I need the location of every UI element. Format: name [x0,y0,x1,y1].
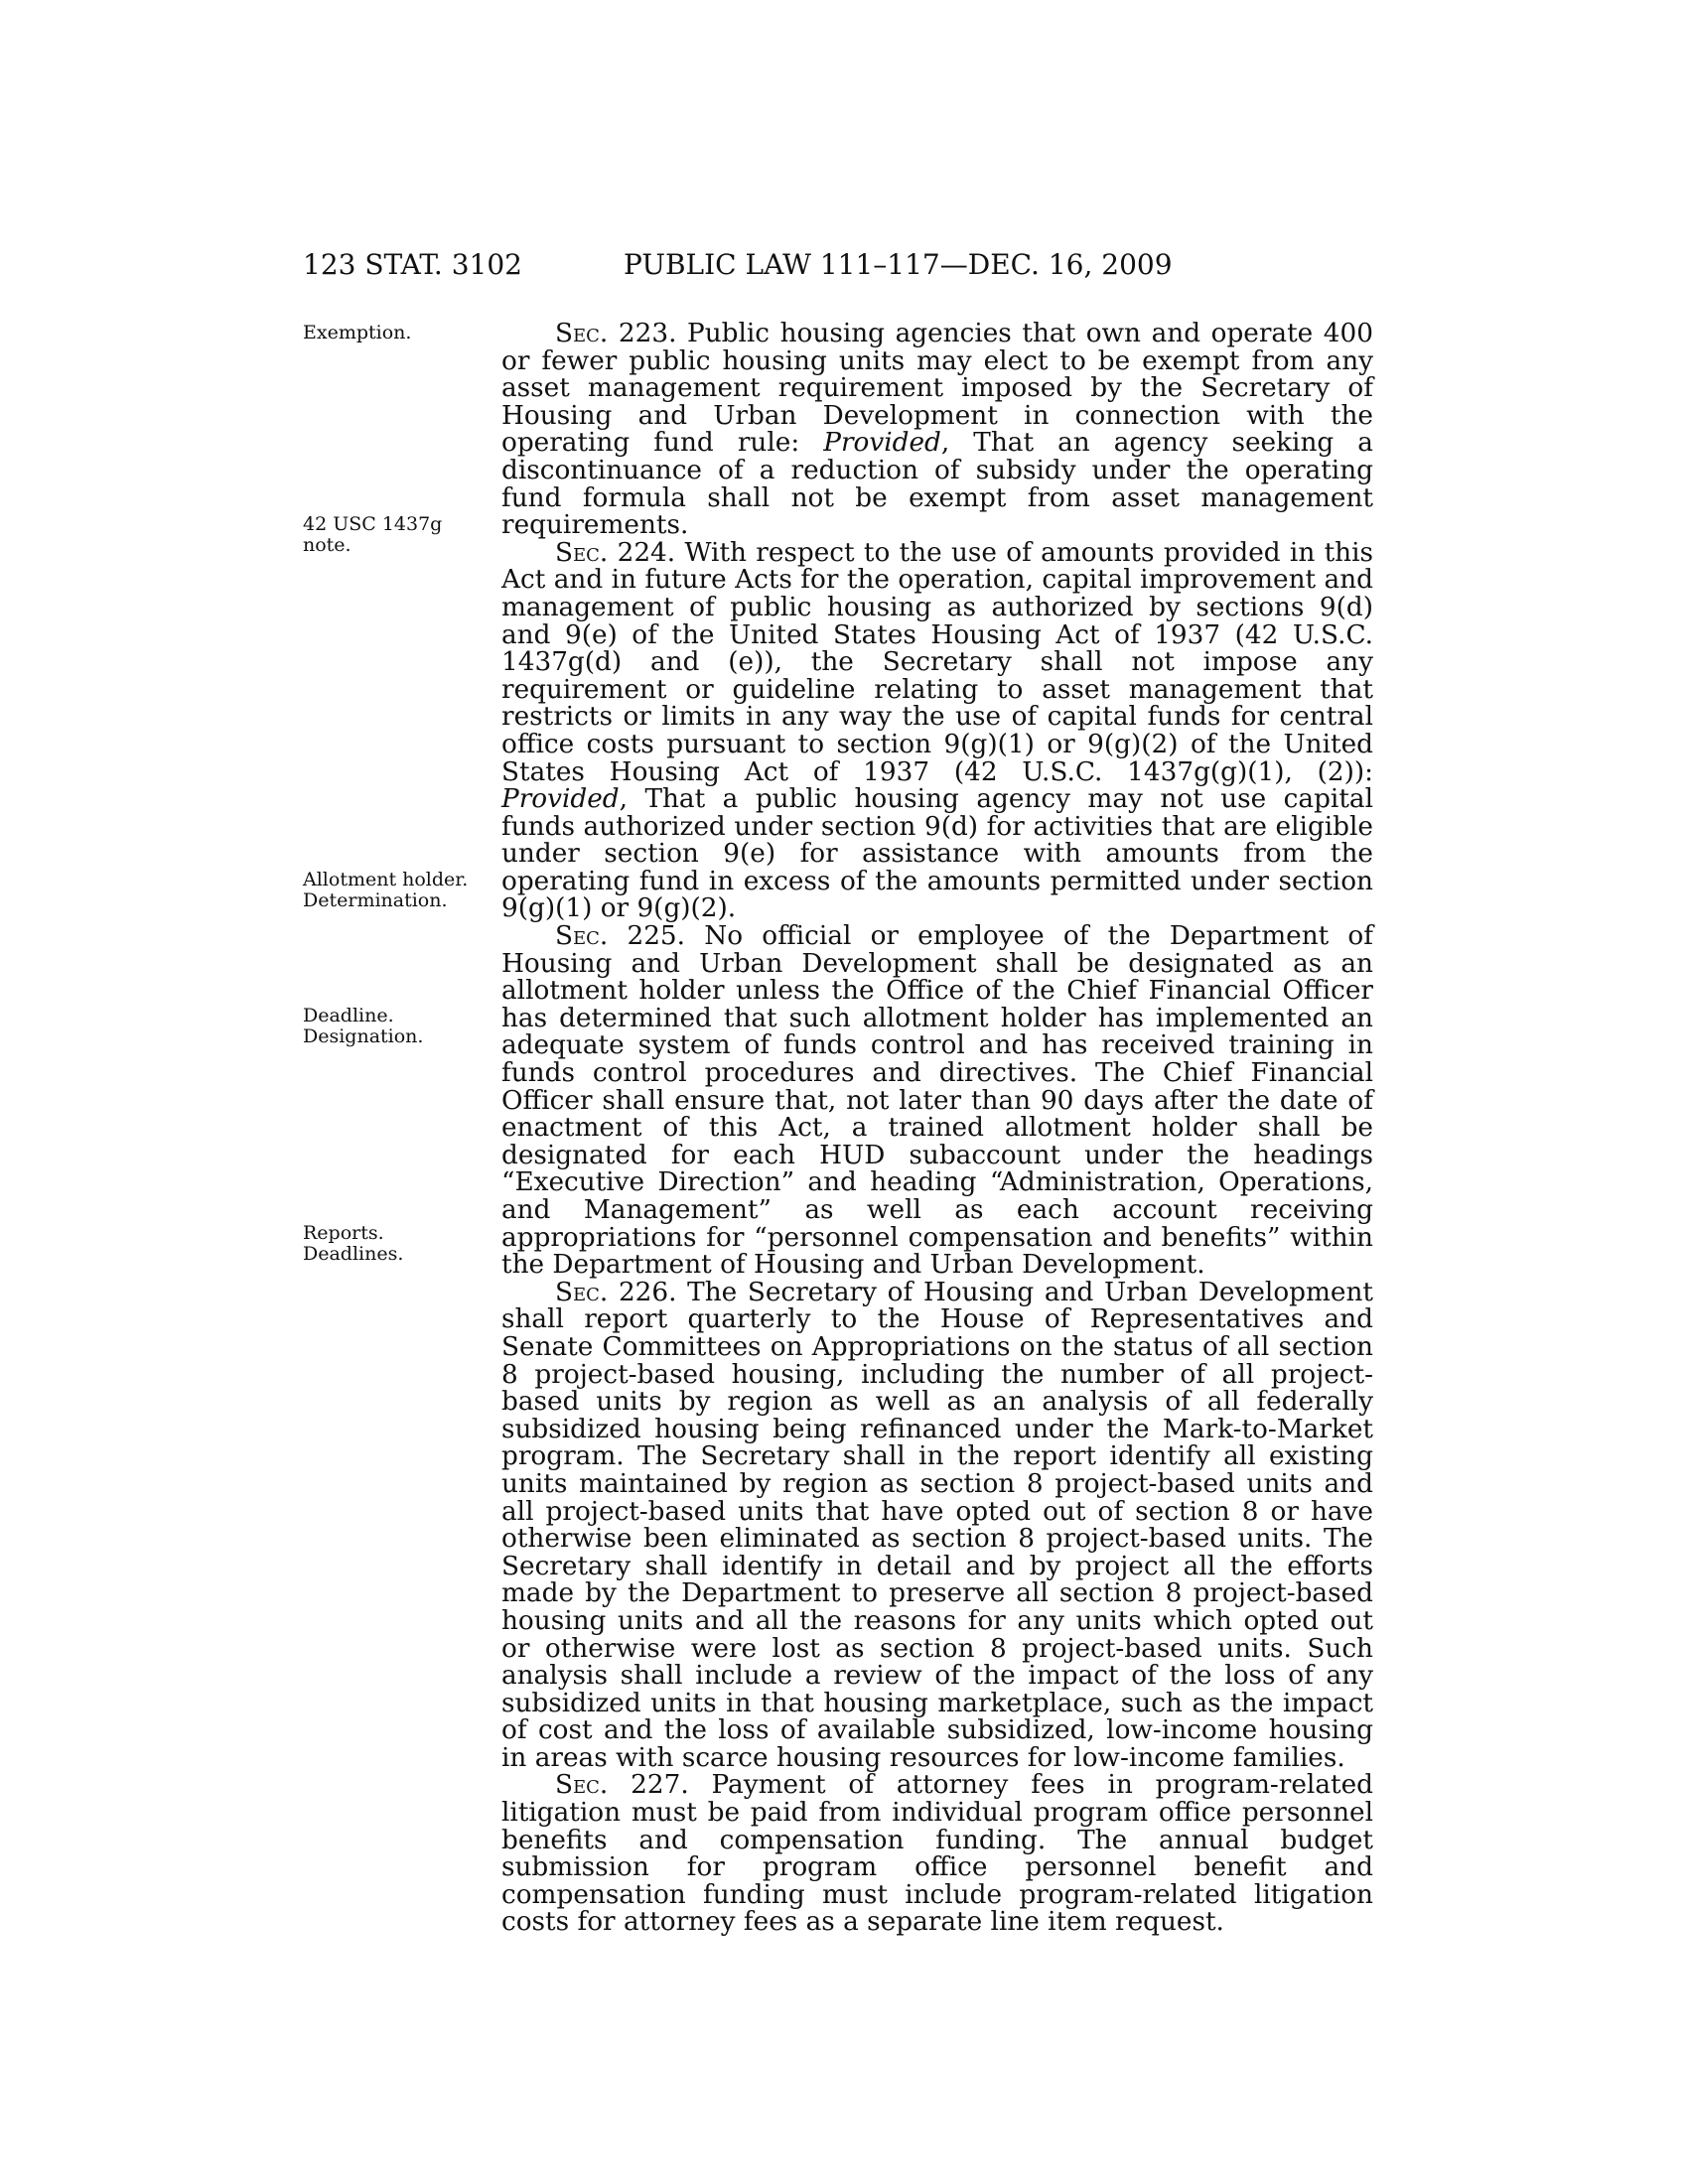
provided-term: Provided [823,428,941,459]
margin-note-reports: Reports. Deadlines. [303,1222,404,1265]
section-label: Sec. 226. [555,1277,677,1307]
section-label: Sec. 225. [555,921,686,952]
margin-note-usc: 42 USC 1437g note. [303,513,443,556]
margin-note-allotment: Allotment holder. Determination. [303,869,469,911]
section-225: Sec. 225. No official or employee of the Department of Housing and Urban Development shall be designated as an allotment holder unless the Office of the Chief Financial Officer has determined that such allotment holder has implemented an adequate system of funds control and has received training in funds control procedures and directives. The Chief Financial Officer shall ensure that, not later than 90 days after the date of enactment of this Act, a trained allotment holder shall be designated for each HUD subaccount under the headings “Executive Direction” and heading “Administration, Operations, and Management” as well as each account receiving appropriations for “personnel compensation and benefits” within the Department of Housing and Urban Development. [501,921,1373,1281]
provided-term: Provided [501,784,620,815]
margin-note-exemption: Exemption. [303,322,412,343]
running-header [303,248,1375,288]
statute-reference: 123 STAT. 3102 [303,248,522,281]
section-223: Sec. 223. Public housing agencies that own and operate 400 or fewer public housing units may elect to be exempt from any asset management requirement imposed by the Secretary of Housing and Urban Development in connection with the operating fund rule: Provided, That an agency seeking a discontinuance of a reduction of subsidy under the operating fund formula shall not be exempt from asset management requirements. [501,319,1374,541]
main-text [501,321,1373,1937]
section-226: Sec. 226. The Secretary of Housing and Urban Development shall report quarterly to the House of Representatives and Senate Committees on Appropriations on the status of all section 8 project-based housing, including the number of all project-based units by region as well as an analysis of all federally subsidized housing being refinanced under the Mark-to-Market program. The Secretary shall in the report identify all existing units maintained by region as section 8 project-based units and all project-based units that have opted out of section 8 or have otherwise been eliminated as section 8 project-based units. The Secretary shall identify in detail and by project all the efforts made by the Department to preserve all section 8 project-based housing units and all the reasons for any units which opted out or otherwise were lost as section 8 project-based units. Such analysis shall include a review of the impact of the loss of any subsidized units in that housing marketplace, such as the impact of cost and the loss of available subsidized, low-income housing in areas with scarce housing resources for low-income families. [501,1277,1373,1773]
margin-note-deadline: Deadline. Designation. [303,1005,424,1047]
public-law-reference: PUBLIC LAW 111–117—DEC. 16, 2009 [624,248,1173,281]
section-227: Sec. 227. Payment of attorney fees in program-related litigation must be paid from individual program office personnel benefits and compensation funding. The annual budget submission for program office personnel benefit and compensation funding must include program-related litigation costs for attorney fees as a separate line item request. [501,1770,1373,1938]
section-224: Sec. 224. With respect to the use of amounts provided in this Act and in future Acts for the operation, capital improvement and management of public housing as authorized by sections 9(d) and 9(e) of the United States Housing Act of 1937 (42 U.S.C. 1437g(d) and (e)), the Secretary shall not impose any requirement or guideline relating to asset management that restricts or limits in any way the use of capital funds for central office costs pursuant to section 9(g)(1) or 9(g)(2) of the United States Housing Act of 1937 (42 U.S.C. 1437g(g)(1), (2)): Provided, That a public housing agency may not use capital funds authorized under section 9(d) for activities that are eligible under section 9(e) for assistance with amounts from the operating fund in excess of the amounts permitted under section 9(g)(1) or 9(g)(2). [501,537,1373,924]
section-label: Sec. 224. [555,537,676,568]
section-label: Sec. 223. [555,319,677,348]
section-label: Sec. 227. [555,1770,689,1801]
